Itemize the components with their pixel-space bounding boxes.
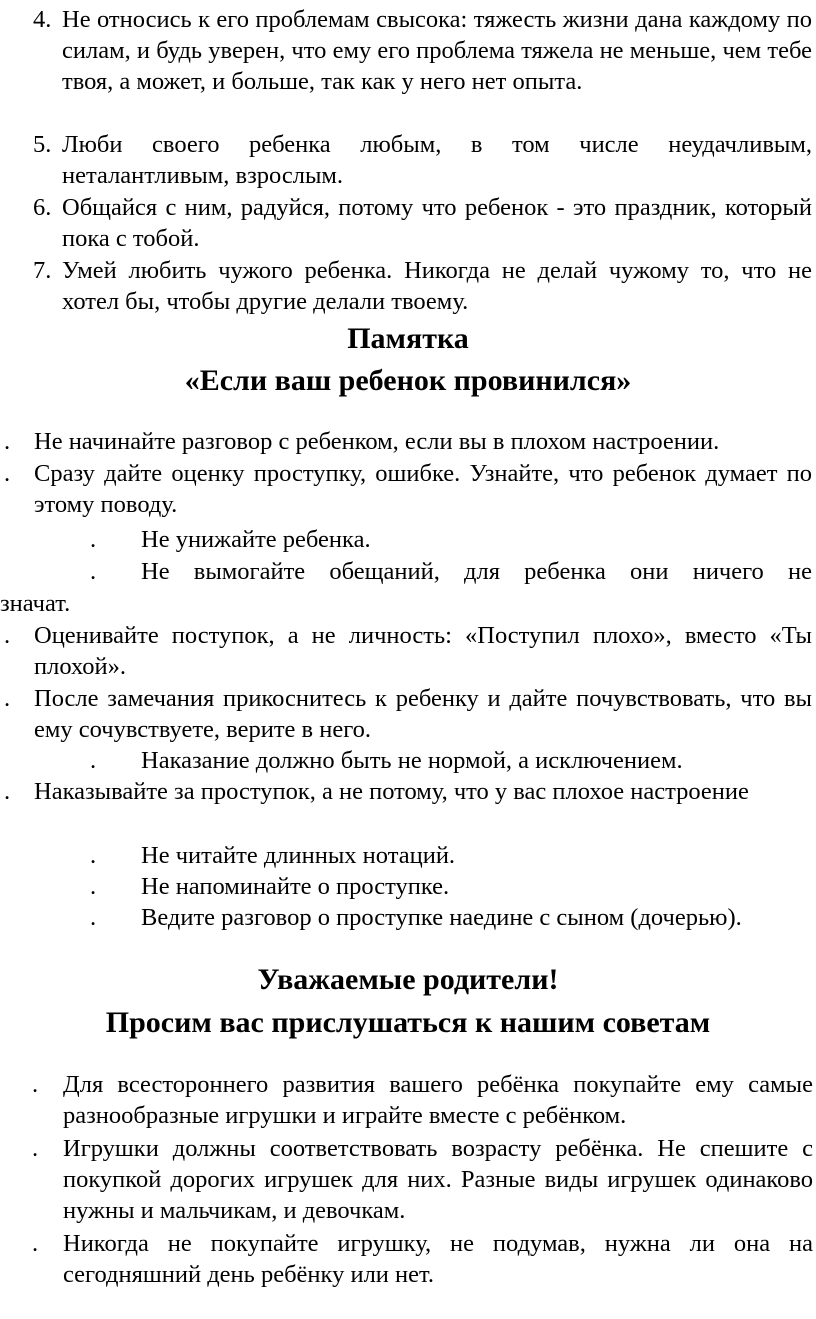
list-item bbox=[0, 1069, 816, 1131]
list-item bbox=[0, 745, 816, 776]
list-marker: . bbox=[90, 747, 97, 774]
list-item-text: Оценивайте поступок, а не личность: «Поступил плохо», вместо «Ты плохой». bbox=[34, 622, 812, 680]
list-item bbox=[0, 4, 816, 128]
list-item-text: Не начинайте разговор с ребенком, если вы в плохом настроении. bbox=[34, 428, 720, 455]
list-marker: 4. bbox=[33, 6, 52, 33]
list-item bbox=[0, 192, 816, 254]
list-marker: . bbox=[4, 622, 11, 649]
list-item-text: Умей любить чужого ребенка. Никогда не делай чужому то, что не хотел бы, чтобы другие делали твоему. bbox=[62, 257, 812, 315]
list-item-text: значат. bbox=[0, 590, 71, 617]
list-item-text: Наказывайте за проступок, а не потому, что у вас плохое настроение bbox=[34, 778, 749, 805]
list-marker: . bbox=[90, 558, 97, 585]
list-item-text: После замечания прикоснитесь к ребенку и дайте почувствовать, что вы ему сочувствуете, верите в него. bbox=[34, 685, 812, 743]
list-marker: 7. bbox=[33, 257, 52, 284]
list-item bbox=[0, 840, 816, 871]
memo-title: Памятка bbox=[347, 322, 469, 355]
list-item bbox=[0, 871, 816, 902]
list-item-text: Игрушки должны соответствовать возрасту ребёнка. Не спешите с покупкой дорогих игрушек для них. Разные виды игрушек одинаково нужны и мальчикам, и девочкам. bbox=[63, 1135, 813, 1224]
memo-subtitle: «Если ваш ребенок провинился» bbox=[184, 364, 632, 397]
list-item-text: Общайся с ним, радуйся, потому что ребенок - это праздник, который пока с тобой. bbox=[62, 194, 812, 252]
list-marker: . bbox=[4, 778, 11, 805]
list-item bbox=[0, 556, 816, 587]
list-marker: . bbox=[32, 1230, 39, 1257]
list-item bbox=[0, 776, 816, 838]
list-marker: . bbox=[4, 685, 11, 712]
list-item-text: Никогда не покупайте игрушку, не подумав, нужна ли она на сегодняшний день ребёнку или нет. bbox=[63, 1230, 813, 1288]
advice-subtitle: Просим вас прислушаться к нашим советам bbox=[105, 1006, 711, 1039]
list-marker: . bbox=[90, 526, 97, 553]
advice-title: Уважаемые родители! bbox=[257, 963, 559, 996]
list-marker: 6. bbox=[33, 194, 52, 221]
list-item bbox=[0, 1133, 816, 1226]
list-item bbox=[0, 683, 816, 745]
list-item-text: Не вымогайте обещаний, для ребенка они ничего не bbox=[141, 558, 812, 585]
list-item-text: Не относись к его проблемам свысока: тяжесть жизни дана каждому по силам, и будь уверен, что ему его проблема тяжела не меньше, чем тебе твоя, а может, и больше, так как у него нет опыта. bbox=[62, 6, 812, 95]
list-marker: . bbox=[90, 873, 97, 900]
list-item-text: Для всестороннего развития вашего ребёнка покупайте ему самые разнообразные игрушки и играйте вместе с ребёнком. bbox=[63, 1071, 813, 1129]
list-item-text: Не читайте длинных нотаций. bbox=[141, 842, 456, 869]
list-item bbox=[0, 902, 816, 933]
list-item-text: Сразу дайте оценку проступку, ошибке. Узнайте, что ребенок думает по этому поводу. bbox=[34, 460, 812, 518]
list-marker: . bbox=[90, 842, 97, 869]
list-marker: . bbox=[90, 904, 97, 931]
list-marker: . bbox=[32, 1071, 39, 1098]
list-item bbox=[0, 255, 816, 317]
list-item bbox=[0, 524, 816, 555]
list-marker: . bbox=[4, 428, 11, 455]
list-marker: . bbox=[32, 1135, 39, 1162]
list-marker: . bbox=[4, 460, 11, 487]
list-item-text: Наказание должно быть не нормой, а исключением. bbox=[141, 747, 683, 774]
list-item-text: Не напоминайте о проступке. bbox=[141, 873, 450, 900]
list-item bbox=[0, 620, 816, 682]
list-item bbox=[0, 1228, 816, 1290]
list-item bbox=[0, 129, 816, 191]
list-item-continuation bbox=[0, 588, 816, 619]
list-item-text: Не унижайте ребенка. bbox=[141, 526, 371, 553]
list-marker: 5. bbox=[33, 131, 52, 158]
list-item-text: Люби своего ребенка любым, в том числе неудачливым, неталантливым, взрослым. bbox=[62, 131, 812, 189]
list-item bbox=[0, 426, 816, 457]
list-item-text: Ведите разговор о проступке наедине с сыном (дочерью). bbox=[141, 904, 742, 931]
list-item bbox=[0, 458, 816, 520]
